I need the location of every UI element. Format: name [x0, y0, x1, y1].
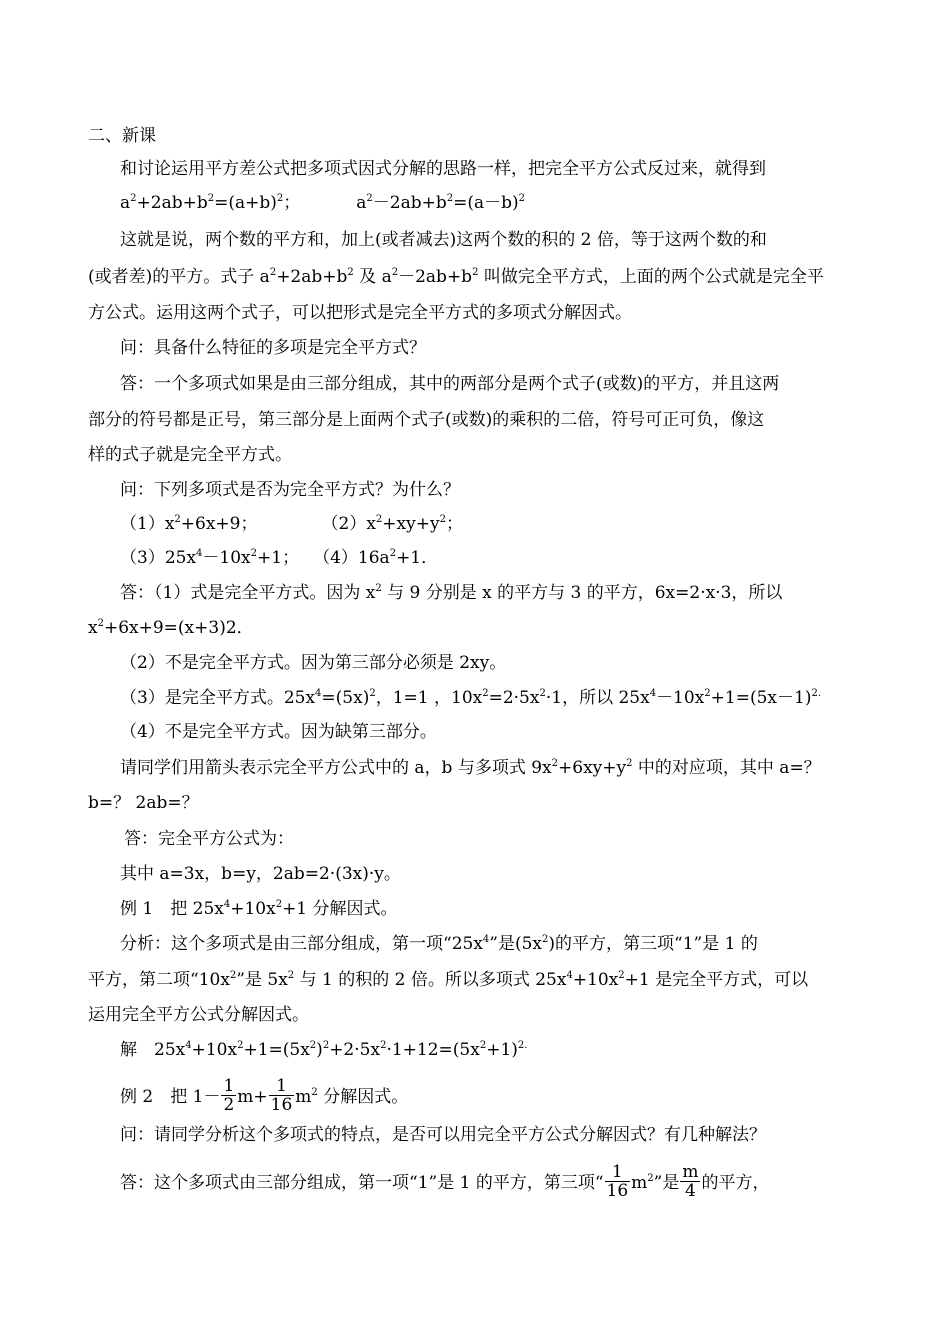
question-line: 问：具备什么特征的多项是完全平方式？ — [120, 338, 426, 358]
answer-line: 答：一个多项式如果是由三部分组成，其中的两部分是两个式子(或数)的平方，并且这两 — [120, 374, 780, 394]
paragraph-line: 请同学们用箭头表示完全平方公式中的 a，b 与多项式 $9x^2+6xy+y^2$ 中的对应项，其中 a=？ — [120, 758, 821, 778]
paragraph-line: 和讨论运用平方差公式把多项式因式分解的思路一样，把完全平方公式反过来，就得到 — [120, 159, 766, 179]
exercise-line: $(3)25x^4-10x^2+1$； $(4)16a^2+1$． — [120, 548, 439, 568]
answer-line: 样的式子就是完全平方式。 — [88, 445, 292, 465]
formula-line: $a^2+2ab+b^2=(a+b)^2$； $a^2-2ab+b^2=(a-b)^2$ — [120, 193, 526, 213]
answer-line: （2）不是完全平方式。因为第三部分必须是 2xy。 — [120, 653, 507, 673]
exercise-line: $(1)x^2+6x+9$； $(2)x^2+xy+y^2$； — [120, 514, 463, 534]
answer-line: 答：完全平方公式为： — [124, 829, 294, 849]
answer-line: 部分的符号都是正号，第三部分是上面两个式子(或数)的乘积的二倍，符号可正可负，像这 — [88, 410, 765, 430]
section-title: 二、新课 — [88, 126, 156, 146]
paragraph-line: b=？ 2ab=？ — [88, 793, 199, 813]
analysis-line: 运用完全平方公式分解因式。 — [88, 1005, 309, 1025]
solution-line: 解 $25x^4+10x^2+1=(5x^2)^2+2\cdot 5x^2\cdot 1+12=(5x^2+1)^{2.}$ — [120, 1040, 528, 1060]
paragraph-line: 方公式。运用这两个式子，可以把形式是完全平方式的多项式分解因式。 — [88, 303, 632, 323]
answer-line: （3）是完全平方式。$25x^4=(5x)^2$，1=1 ，$10x^2=2\cdot 5x^2\cdot 1$，所以 $25x^4-10x^2+1=(5x-1)^{2.}$ — [120, 688, 822, 708]
paragraph-line: 这就是说，两个数的平方和，加上(或者减去)这两个数的积的 2 倍，等于这两个数的和 — [120, 230, 767, 250]
answer-line: 其中 a=3x，b=y，2ab=2·(3x)·y。 — [120, 864, 401, 884]
question-line: 问：请同学分析这个多项式的特点，是否可以用完全平方公式分解因式？有几种解法？ — [120, 1125, 766, 1145]
example-title: 例 1 把 $25x^4+10x^2+1$ 分解因式。 — [120, 899, 398, 919]
answer-line: （4）不是完全平方式。因为缺第三部分。 — [120, 722, 437, 742]
analysis-line: 平方，第二项“$10x^2$”是 $5x^2$ 与 1 的积的 2 倍。所以多项式 $25x^4+10x^2+1$ 是完全平方式，可以 — [88, 970, 809, 990]
example-title: 例 2 把 1－ $\frac{1}{2}$ m+ $\frac{1}{16}$ $m^2$ 分解因式。 — [120, 1076, 409, 1115]
analysis-line: 分析：这个多项式是由三部分组成，第一项“$25x^4$”是$(5x^2)$的平方，第三项“1”是 1 的 — [120, 934, 758, 954]
question-line: 问：下列多项式是否为完全平方式？为什么？ — [120, 480, 460, 500]
answer-line: 答：（1）式是完全平方式。因为 $x^2$ 与 9 分别是 x 的平方与 3 的平方，6x=2·x·3，所以 — [120, 583, 783, 603]
paragraph-line: (或者差)的平方。式子 $a^2+2ab+b^2$ 及 $a^2-2ab+b^2$ 叫做完全平方式，上面的两个公式就是完全平 — [88, 267, 824, 287]
answer-line: 答：这个多项式由三部分组成，第一项“1”是 1 的平方，第三项“ $\frac{1}{16}$ $m^2$”是 $\frac{m}{4}$ 的平方， — [120, 1162, 770, 1201]
answer-line: $x^2+6x+9=(x+3)2$． — [88, 618, 254, 638]
